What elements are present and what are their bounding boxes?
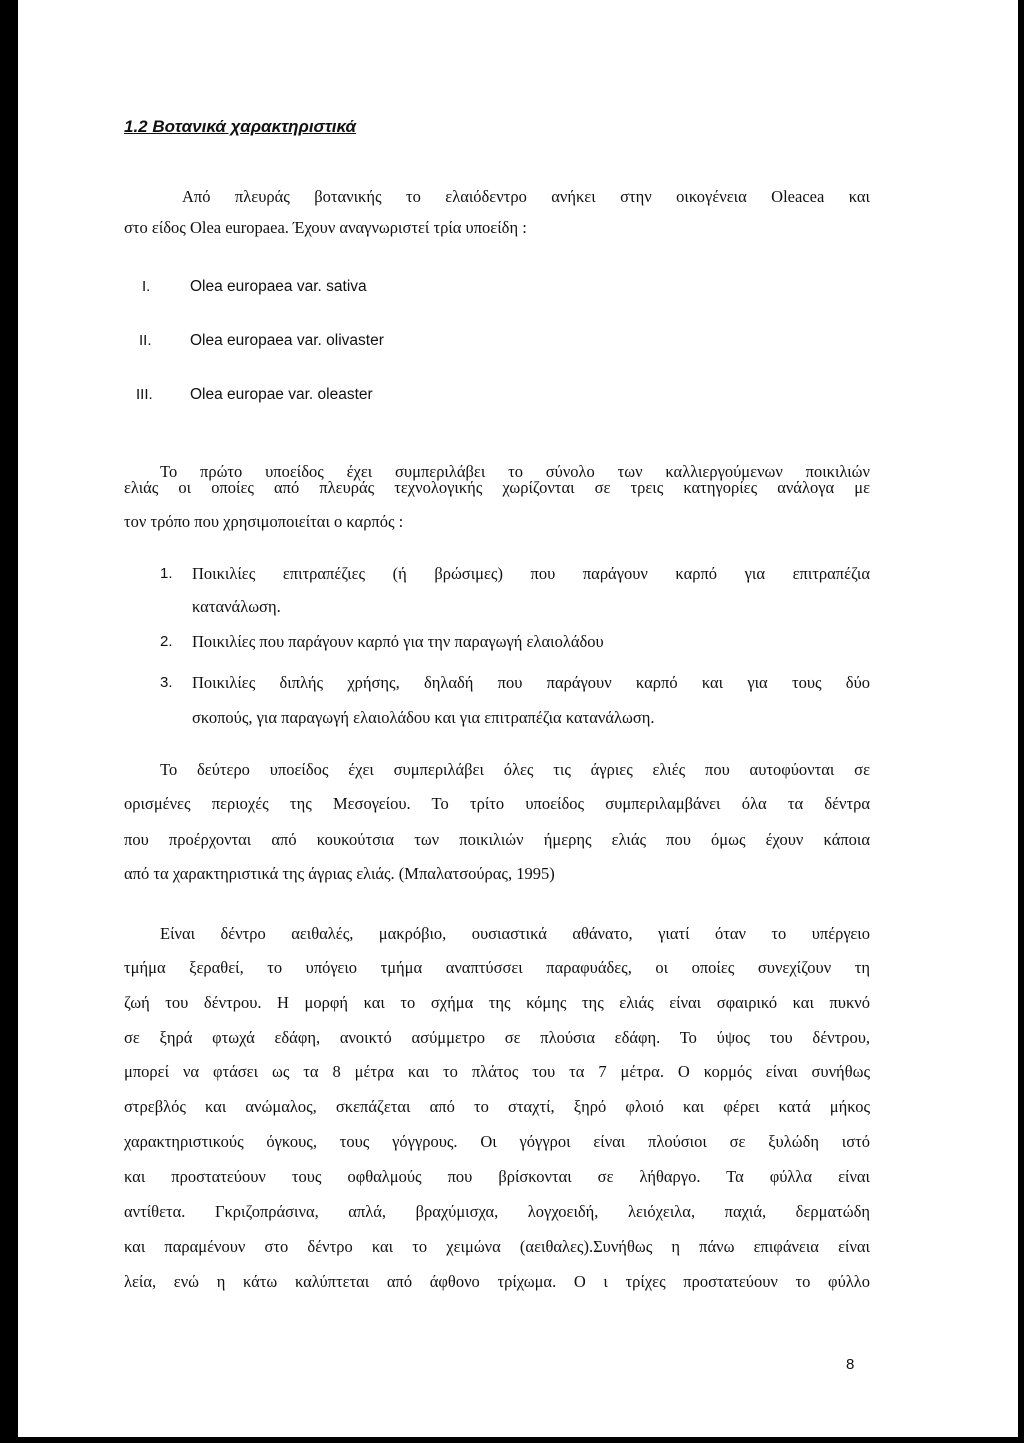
subspecies-name: Olea europae var. oleaster — [190, 386, 373, 403]
category-number: 3. — [160, 674, 173, 691]
para3-line: ζωή του δέντρου. Η μορφή και το σχήμα της κόμης της ελιάς είναι σφαιρικό και πυκνό — [124, 993, 870, 1012]
para3-line: και προστατεύουν τους οφθαλμούς που βρίσκονται σε λήθαργο. Τα φύλλα είναι — [124, 1167, 870, 1186]
para3-line: τμήμα ξεραθεί, το υπόγειο τμήμα αναπτύσσει παραφυάδες, οι οποίες συνεχίζουν τη — [124, 958, 870, 977]
category-number: 2. — [160, 633, 173, 650]
para3-line: στρεβλός και ανώμαλος, σκεπάζεται από το σταχτί, ξηρό φλοιό και φέρει κατά μήκος — [124, 1097, 870, 1116]
para1-line-3: τον τρόπο που χρησιμοποιείται ο καρπός : — [124, 512, 404, 531]
category-text-cont: κατανάλωση. — [192, 597, 281, 616]
para2-line-2: ορισμένες περιοχές της Μεσογείου. Το τρίτο υποείδος συμπεριλαμβάνει όλα τα δέντρα — [124, 794, 870, 813]
para1-line-1: Το πρώτο υποείδος έχει συμπεριλάβει το σύνολο των καλλιεργούμενων ποικιλιών — [160, 462, 870, 481]
page-number: 8 — [846, 1356, 855, 1373]
category-number: 1. — [160, 565, 173, 582]
subspecies-numeral: I. — [142, 278, 151, 295]
category-text: Ποικιλίες διπλής χρήσης, δηλαδή που παράγουν καρπό και για τους δύο — [192, 673, 870, 692]
scan-edge-left — [0, 0, 18, 1443]
subspecies-name: Olea europaea var. olivaster — [190, 332, 384, 349]
intro-line-2: στο είδος Olea europaea. Έχουν αναγνωριστεί τρία υποείδη : — [124, 218, 527, 237]
para3-line: αντίθετα. Γκριζοπράσινα, απλά, βραχύμισχα, λογχοειδή, λειόχειλα, παχιά, δερματώδη — [124, 1202, 870, 1221]
para1-line-2: ελιάς οι οποίες από πλευράς τεχνολογικής χωρίζονται σε τρεις κατηγορίες ανάλογα με — [124, 478, 870, 497]
para3-line: Είναι δέντρο αειθαλές, μακρόβιο, ουσιαστικά αθάνατο, γιατί όταν το υπέργειο — [160, 924, 870, 943]
scan-edge-bottom — [0, 1437, 1024, 1443]
category-text-cont: σκοπούς, για παραγωγή ελαιολάδου και για επιτραπέζια κατανάλωση. — [192, 708, 655, 727]
para3-line: και παραμένουν στο δέντρο και το χειμώνα (αειθαλες).Συνήθως η πάνω επιφάνεια είναι — [124, 1237, 870, 1256]
subspecies-name: Olea europaea var. sativa — [190, 278, 367, 295]
scan-edge-right — [1018, 0, 1024, 1443]
para3-line: χαρακτηριστικούς όγκους, τους γόγγρους. Οι γόγγροι είναι πλούσιοι σε ξυλώδη ιστό — [124, 1132, 870, 1151]
subspecies-numeral: III. — [136, 386, 153, 403]
category-text: Ποικιλίες που παράγουν καρπό για την παραγωγή ελαιολάδου — [192, 632, 604, 651]
para2-line-3: που προέρχονται από κουκούτσια των ποικιλιών ήμερης ελιάς που όμως έχουν κάποια — [124, 830, 870, 849]
para2-line-1: Το δεύτερο υποείδος έχει συμπεριλάβει όλες τις άγριες ελιές που αυτοφύονται σε — [160, 760, 870, 779]
intro-line-1: Από πλευράς βοτανικής το ελαιόδεντρο ανήκει στην οικογένεια Oleacea και — [182, 187, 870, 206]
section-heading: 1.2 Βοτανικά χαρακτηριστικά — [124, 117, 357, 136]
category-text: Ποικιλίες επιτραπέζιες (ή βρώσιμες) που παράγουν καρπό για επιτραπέζια — [192, 564, 870, 583]
para3-line: λεία, ενώ η κάτω καλύπτεται από άφθονο τρίχωμα. Ο ι τρίχες προστατεύουν το φύλλο — [124, 1272, 870, 1291]
subspecies-numeral: II. — [139, 332, 152, 349]
para2-line-4: από τα χαρακτηριστικά της άγριας ελιάς. (Μπαλατσούρας, 1995) — [124, 864, 555, 883]
para3-line: μπορεί να φτάσει ως τα 8 μέτρα και το πλάτος του τα 7 μέτρα. Ο κορμός είναι συνήθως — [124, 1062, 870, 1081]
para3-line: σε ξηρά φτωχά εδάφη, ανοικτό ασύμμετρο σε πλούσια εδάφη. Το ύψος του δέντρου, — [124, 1028, 870, 1047]
